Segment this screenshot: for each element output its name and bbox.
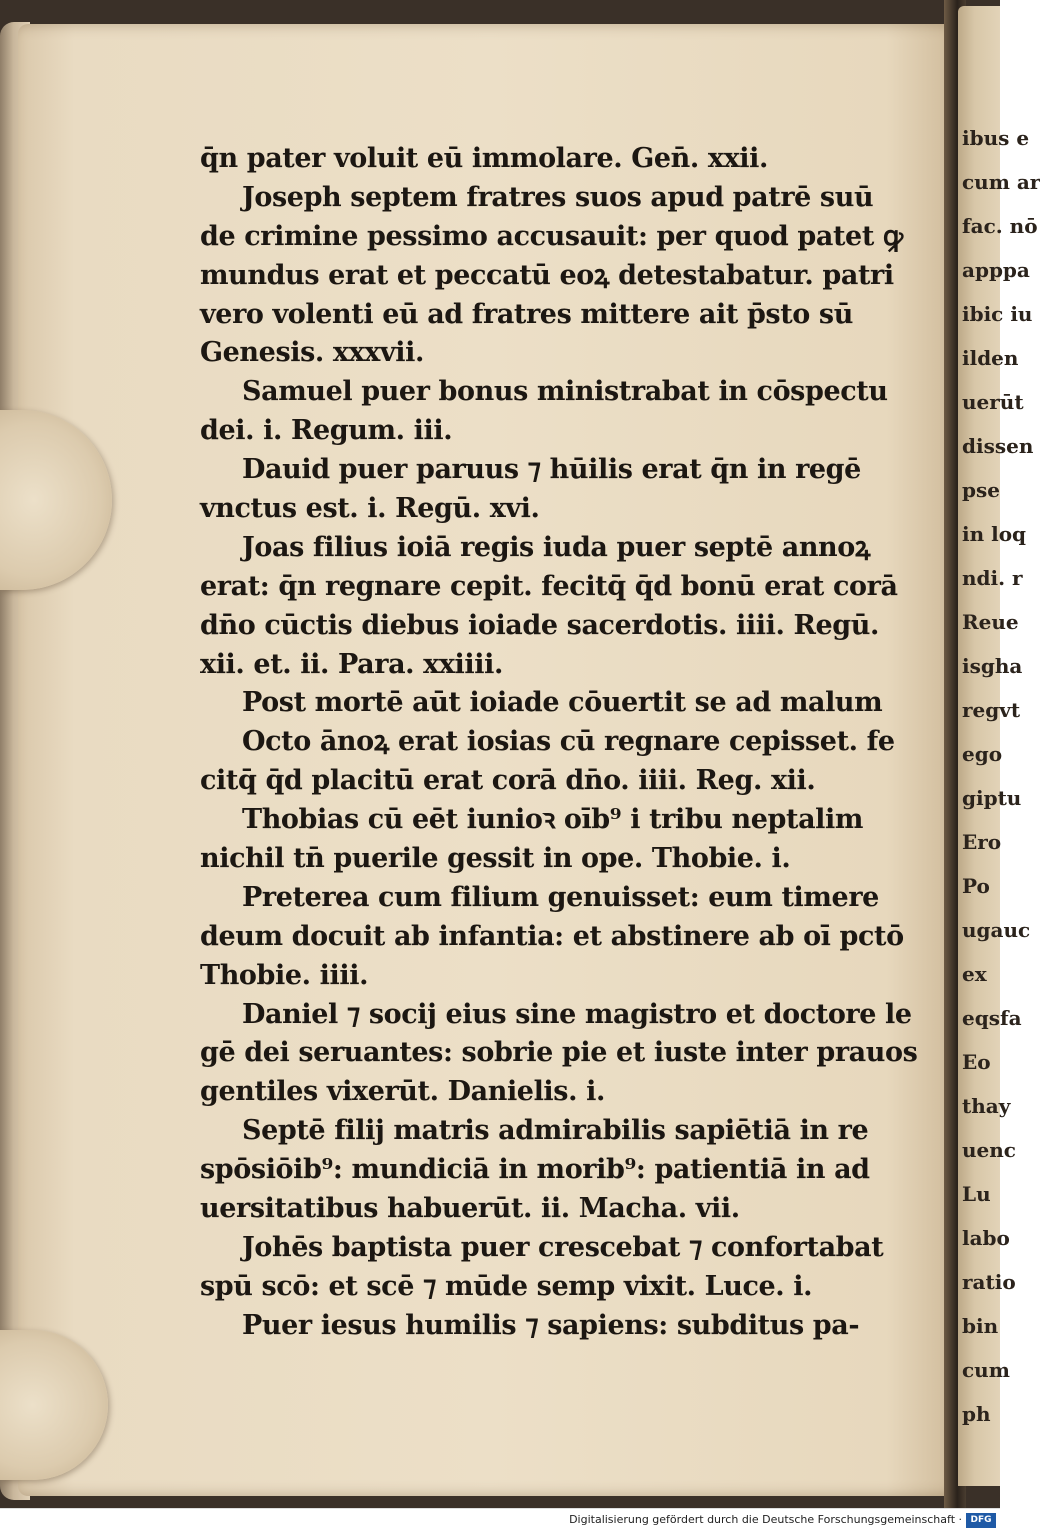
adjacent-page-fragment: uerūt (962, 390, 1024, 414)
adjacent-page-fragment: ibic iu (962, 302, 1033, 326)
footer-bar (0, 1508, 1000, 1533)
text-line: de crimine pessimo accusauit: per quod patet ꝙ (200, 220, 903, 252)
text-line: Octo ānoꝝ erat iosias cū regnare cepisset. fe (242, 726, 895, 758)
adjacent-page-fragment: dissen (962, 434, 1034, 458)
adjacent-page-fragment: Po (962, 874, 990, 898)
text-line: erat: q̄n regnare cepit. fecitq̄ q̄d bonū erat corā (200, 570, 898, 602)
adjacent-page-fragment: ph (962, 1402, 991, 1426)
text-line: spū scō: et scē ⁊ mūde semp vixit. Luce. i. (200, 1270, 813, 1302)
text-line: nichil tn̄ puerile gessit in ope. Thobie. i. (200, 843, 791, 875)
adjacent-page-fragment: ibus e (962, 126, 1030, 150)
adjacent-page-fragment: cum (962, 1358, 1010, 1382)
adjacent-page-fragment: bin (962, 1314, 999, 1338)
text-line: gē dei seruantes: sobrie pie et iuste inter prauos (200, 1037, 918, 1069)
text-line: gentiles vixerūt. Danielis. i. (200, 1076, 605, 1108)
adjacent-page-fragment: Ero (962, 830, 1002, 854)
adjacent-page-fragment: fac. nō (962, 214, 1038, 238)
adjacent-page-fragment: ndi. r (962, 566, 1023, 590)
text-line: mundus erat et peccatū eoꝝ detestabatur. patri (200, 259, 894, 291)
text-line: Septē filij matris admirabilis sapiētiā in re (242, 1115, 869, 1147)
text-line: citq̄ q̄d placitū erat corā dn̄o. iiii. Reg. xii. (200, 765, 816, 797)
text-line: Preterea cum filium genuisset: eum timere (242, 881, 879, 913)
text-line: Thobias cū eēt iunioꝛ oīb⁹ i tribu neptalim (242, 804, 864, 836)
adjacent-page-fragment: regvt (962, 698, 1021, 722)
text-line: vnctus est. i. Regū. xvi. (200, 493, 540, 525)
adjacent-page-fragment: cum ar (962, 170, 1040, 194)
adjacent-page-fragment: ilden (962, 346, 1019, 370)
adjacent-page-fragment: pse (962, 478, 1000, 502)
dfg-logo: DFG (966, 1513, 996, 1528)
adjacent-page-fragment: thay (962, 1094, 1011, 1118)
text-line: dn̄o cūctis diebus ioiade sacerdotis. iiii. Regū. (200, 609, 879, 641)
text-line: Daniel ⁊ socij eius sine magistro et doctore le (242, 998, 912, 1030)
page-text-block (200, 140, 940, 1346)
text-line: Samuel puer bonus ministrabat in cōspectu (242, 376, 888, 408)
adjacent-page-fragment: Eo (962, 1050, 991, 1074)
text-line: vero volenti eū ad fratres mittere ait p̄sto sū (200, 298, 853, 330)
text-line: dei. i. Regum. iii. (200, 415, 453, 447)
adjacent-page-fragment: eqsfa (962, 1006, 1022, 1030)
text-line: Genesis. xxxvii. (200, 337, 424, 369)
text-line: spōsiōib⁹: mundiciā in morib⁹: patientiā in ad (200, 1154, 870, 1186)
adjacent-page-fragment: Reue (962, 610, 1019, 634)
text-line: Post mortē aūt ioiade cōuertit se ad malum (242, 687, 883, 719)
text-line: Johēs baptista puer crescebat ⁊ confortabat (242, 1231, 884, 1263)
adjacent-page-fragment: ugauc (962, 918, 1031, 942)
text-line: Thobie. iiii. (200, 959, 369, 991)
adjacent-page-fragment: isgha (962, 654, 1023, 678)
adjacent-page (958, 6, 1040, 1486)
adjacent-page-fragment: apppa (962, 258, 1030, 282)
text-line: xii. et. ii. Para. xxiiii. (200, 648, 503, 680)
adjacent-page-fragment: ego (962, 742, 1003, 766)
adjacent-page-fragment: Lu (962, 1182, 991, 1206)
text-line: Joseph septem fratres suos apud patrē suū (242, 181, 874, 213)
adjacent-page-fragment: giptu (962, 786, 1022, 810)
text-line: q̄n pater voluit eū immolare. Gen̄. xxii. (200, 143, 769, 174)
adjacent-page-fragment: ex (962, 962, 987, 986)
text-line: Dauid puer paruus ⁊ hūilis erat q̄n in regē (242, 454, 861, 486)
text-line: uersitatibus habuerūt. ii. Macha. vii. (200, 1193, 740, 1225)
footer-credit: Digitalisierung gefördert durch die Deutsche Forschungsgemeinschaft · (569, 1513, 962, 1526)
adjacent-page-fragment: ratio (962, 1270, 1016, 1294)
text-line: Joas filius ioiā regis iuda puer septē annoꝝ (242, 531, 871, 563)
adjacent-page-fragment: uenc (962, 1138, 1016, 1162)
text-line: deum docuit ab infantia: et abstinere ab oī pctō (200, 920, 904, 952)
adjacent-page-fragment: in loq (962, 522, 1027, 546)
adjacent-page-fragment: labo (962, 1226, 1010, 1250)
text-line: Puer iesus humilis ⁊ sapiens: subditus pa- (242, 1309, 860, 1341)
